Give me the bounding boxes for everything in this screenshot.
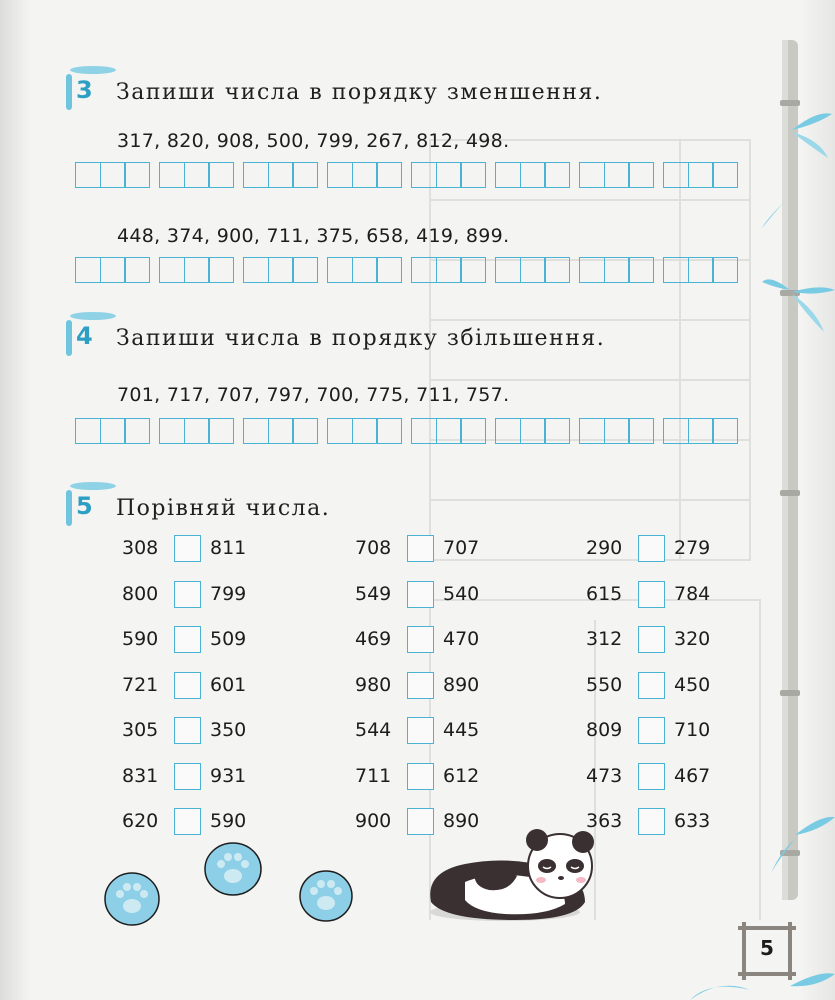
right-number: 890 [443,810,480,832]
answer-box-group [75,257,150,283]
digit-cell[interactable] [495,418,521,444]
digit-cell[interactable] [436,257,462,283]
digit-cell[interactable] [184,418,210,444]
digit-cell[interactable] [243,257,269,283]
number-sequence: 317, 820, 908, 500, 799, 267, 812, 498. [117,130,510,152]
paw-print-icon [103,870,161,928]
digit-cell[interactable] [544,162,570,188]
digit-cell[interactable] [460,162,486,188]
exercise-number-badge [62,318,102,358]
digit-cell[interactable] [208,162,234,188]
right-number: 707 [443,537,480,559]
digit-cell[interactable] [663,257,689,283]
digit-cell[interactable] [411,257,437,283]
right-number: 612 [443,764,480,787]
answer-box-group [495,257,570,283]
answer-box-row [75,162,738,188]
digit-cell[interactable] [520,257,546,283]
digit-cell[interactable] [292,257,318,283]
left-number: 305 [122,719,159,741]
paw-print-icon [298,868,354,924]
show-through-background [420,60,780,920]
digit-cell[interactable] [75,418,101,444]
exercise-number-badge [62,72,102,112]
answer-box-group [663,162,738,188]
digit-cell[interactable] [604,257,630,283]
digit-cell[interactable] [376,257,402,283]
comparison-sign-box[interactable] [638,808,665,835]
digit-cell[interactable] [688,257,714,283]
answer-box-group [243,257,318,283]
right-number: 445 [443,719,480,741]
left-number: 708 [355,537,392,559]
answer-box-group [243,418,318,444]
right-number: 540 [443,582,480,605]
left-number: 549 [355,582,392,605]
digit-cell[interactable] [688,418,714,444]
exercise-number-badge [62,488,102,528]
digit-cell[interactable] [663,162,689,188]
digit-cell[interactable] [663,418,689,444]
panda-icon [425,822,600,924]
left-number: 800 [122,582,159,605]
digit-cell[interactable] [243,418,269,444]
digit-cell[interactable] [579,418,605,444]
left-number: 980 [355,673,392,696]
answer-box-group [495,162,570,188]
comparison-sign-box[interactable] [638,581,665,608]
digit-cell[interactable] [75,162,101,188]
comparison-sign-box[interactable] [638,763,665,790]
digit-cell[interactable] [208,257,234,283]
answer-box-group [579,418,654,444]
left-number: 469 [355,628,392,650]
answer-box-group [159,257,234,283]
left-number: 473 [586,764,623,787]
answer-box-group [579,257,654,283]
left-number: 615 [586,582,623,605]
answer-box-group [75,418,150,444]
digit-cell[interactable] [184,162,210,188]
digit-cell[interactable] [544,418,570,444]
left-number: 721 [122,673,159,696]
answer-box-row [75,418,738,444]
bamboo-leaves-icon [760,270,835,340]
right-number: 590 [210,810,247,832]
right-number: 811 [210,537,247,559]
exercise-number: 5 [76,492,93,520]
comparison-sign-box[interactable] [638,672,665,699]
digit-cell[interactable] [100,257,126,283]
digit-cell[interactable] [460,418,486,444]
right-number: 784 [674,582,711,605]
digit-cell[interactable] [436,418,462,444]
answer-box-group [327,418,402,444]
exercise-instruction: Запиши числа в порядку зменшення. [116,80,603,105]
answer-box-group [411,257,486,283]
exercise-number: 4 [76,322,93,350]
digit-cell[interactable] [159,162,185,188]
left-number: 711 [355,764,392,787]
digit-cell[interactable] [411,418,437,444]
comparison-sign-box[interactable] [174,626,201,653]
digit-cell[interactable] [520,418,546,444]
digit-cell[interactable] [436,162,462,188]
right-number: 890 [443,673,480,696]
digit-cell[interactable] [460,257,486,283]
digit-cell[interactable] [124,257,150,283]
digit-cell[interactable] [268,257,294,283]
digit-cell[interactable] [352,257,378,283]
comparison-sign-box[interactable] [407,626,434,653]
right-number: 467 [674,764,711,787]
right-number: 710 [674,719,711,741]
right-number: 279 [674,537,711,559]
digit-cell[interactable] [292,418,318,444]
answer-box-group [159,162,234,188]
digit-cell[interactable] [184,257,210,283]
digit-cell[interactable] [544,257,570,283]
answer-box-group [75,162,150,188]
digit-cell[interactable] [159,257,185,283]
answer-box-group [159,418,234,444]
digit-cell[interactable] [495,257,521,283]
right-number: 320 [674,628,711,650]
number-sequence: 448, 374, 900, 711, 375, 658, 419, 899. [117,225,510,247]
comparison-sign-box[interactable] [174,535,201,562]
digit-cell[interactable] [579,257,605,283]
digit-cell[interactable] [628,418,654,444]
comparison-sign-box[interactable] [407,581,434,608]
digit-cell[interactable] [604,162,630,188]
digit-cell[interactable] [100,162,126,188]
right-number: 509 [210,628,247,650]
digit-cell[interactable] [208,418,234,444]
right-number: 350 [210,719,247,741]
digit-cell[interactable] [327,418,353,444]
left-number: 900 [355,810,392,832]
right-number: 799 [210,582,247,605]
digit-cell[interactable] [712,418,738,444]
answer-box-group [411,162,486,188]
left-number: 550 [586,673,623,696]
digit-cell[interactable] [495,162,521,188]
digit-cell[interactable] [712,162,738,188]
right-number: 931 [210,764,247,787]
left-number: 312 [586,628,623,650]
comparison-sign-box[interactable] [407,717,434,744]
left-number: 831 [122,764,159,787]
digit-cell[interactable] [352,418,378,444]
number-sequence: 701, 717, 707, 797, 700, 775, 711, 757. [117,384,510,406]
digit-cell[interactable] [327,162,353,188]
left-number: 308 [122,537,159,559]
digit-cell[interactable] [604,418,630,444]
digit-cell[interactable] [243,162,269,188]
digit-cell[interactable] [100,418,126,444]
right-number: 470 [443,628,480,650]
digit-cell[interactable] [688,162,714,188]
digit-cell[interactable] [579,162,605,188]
right-number: 601 [210,673,247,696]
left-number: 290 [586,537,623,559]
paw-print-icon [203,840,263,898]
digit-cell[interactable] [376,162,402,188]
bamboo-leaves-icon [765,815,835,885]
comparison-sign-box[interactable] [174,581,201,608]
digit-cell[interactable] [411,162,437,188]
comparison-sign-box[interactable] [638,626,665,653]
digit-cell[interactable] [124,162,150,188]
comparison-sign-box[interactable] [638,717,665,744]
bamboo-leaves-icon [762,110,832,230]
digit-cell[interactable] [628,257,654,283]
digit-cell[interactable] [124,418,150,444]
page-number: 5 [760,936,774,960]
exercise-number: 3 [76,76,93,104]
digit-cell[interactable] [159,418,185,444]
comparison-sign-box[interactable] [407,672,434,699]
digit-cell[interactable] [75,257,101,283]
digit-cell[interactable] [327,257,353,283]
page-number-box [738,922,796,980]
answer-box-group [663,418,738,444]
digit-cell[interactable] [628,162,654,188]
comparison-sign-box[interactable] [174,763,201,790]
left-number: 809 [586,719,623,741]
answer-box-group [663,257,738,283]
left-number: 363 [586,810,623,832]
digit-cell[interactable] [292,162,318,188]
left-number: 544 [355,719,392,741]
answer-box-group [243,162,318,188]
comparison-sign-box[interactable] [174,717,201,744]
answer-box-row [75,257,738,283]
comparison-sign-box[interactable] [174,808,201,835]
digit-cell[interactable] [712,257,738,283]
right-number: 450 [674,673,711,696]
left-number: 590 [122,628,159,650]
exercise-instruction: Порівняй числа. [116,496,331,521]
answer-box-group [411,418,486,444]
digit-cell[interactable] [352,162,378,188]
digit-cell[interactable] [376,418,402,444]
exercise-instruction: Запиши числа в порядку збільшення. [116,326,606,351]
digit-cell[interactable] [520,162,546,188]
digit-cell[interactable] [268,418,294,444]
answer-box-group [327,162,402,188]
comparison-sign-box[interactable] [638,535,665,562]
comparison-sign-box[interactable] [407,535,434,562]
answer-box-group [579,162,654,188]
right-number: 633 [674,810,711,832]
comparison-sign-box[interactable] [407,763,434,790]
answer-box-group [327,257,402,283]
answer-box-group [495,418,570,444]
comparison-sign-box[interactable] [174,672,201,699]
digit-cell[interactable] [268,162,294,188]
left-number: 620 [122,810,159,832]
